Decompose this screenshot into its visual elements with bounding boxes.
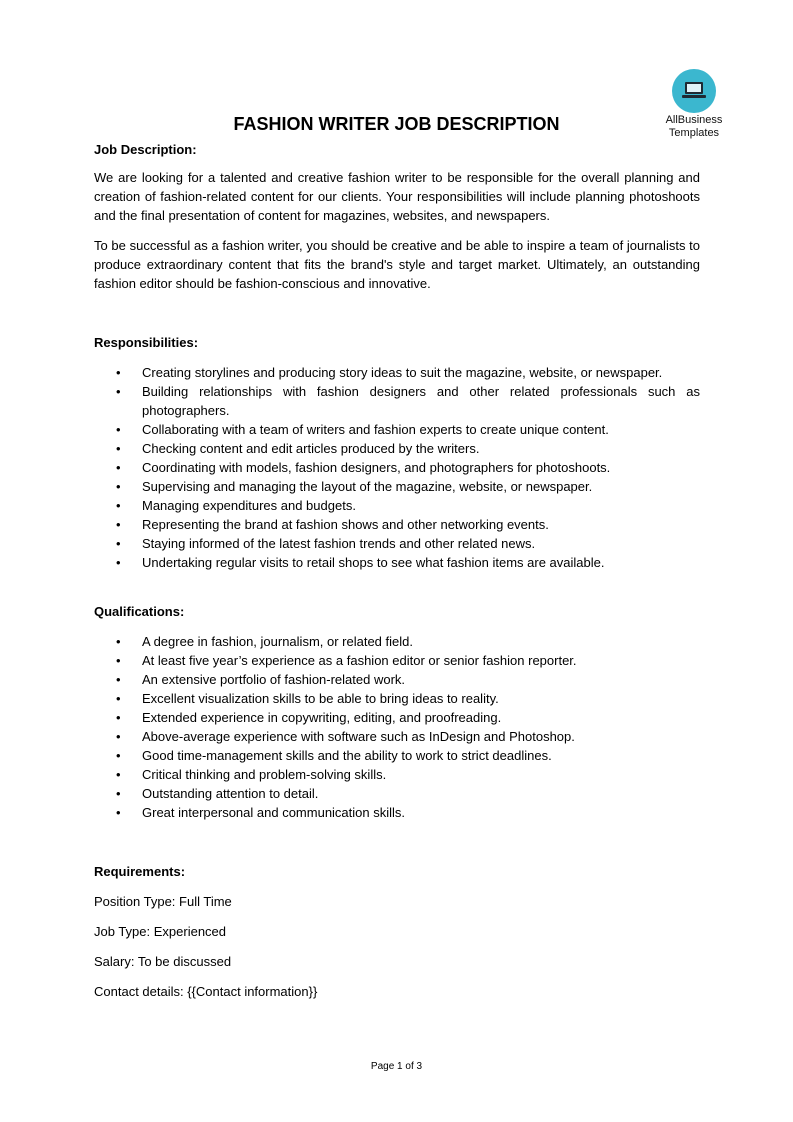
list-item: • Checking content and edit articles produced by the writers. <box>94 439 700 458</box>
list-item: • An extensive portfolio of fashion-related work. <box>94 670 700 689</box>
list-item: • Staying informed of the latest fashion trends and other related news. <box>94 534 700 553</box>
responsibilities-heading: Responsibilities: <box>94 335 199 350</box>
list-item: • Critical thinking and problem-solving skills. <box>94 765 700 784</box>
list-item: • At least five year’s experience as a fashion editor or senior fashion reporter. <box>94 651 700 670</box>
list-item: • Excellent visualization skills to be able to bring ideas to reality. <box>94 689 700 708</box>
list-item: • A degree in fashion, journalism, or related field. <box>94 632 700 651</box>
list-item: • Managing expenditures and budgets. <box>94 496 700 515</box>
qualifications-heading: Qualifications: <box>94 604 185 619</box>
requirement-contact-details: Contact details: {{Contact information}} <box>94 984 318 999</box>
list-item: • Supervising and managing the layout of the magazine, website, or newspaper. <box>94 477 700 496</box>
list-item: • Outstanding attention to detail. <box>94 784 700 803</box>
list-item: • Undertaking regular visits to retail shops to see what fashion items are available. <box>94 553 700 572</box>
list-item: • Creating storylines and producing story ideas to suit the magazine, website, or newspaper. <box>94 363 700 382</box>
requirement-job-type: Job Type: Experienced <box>94 924 227 939</box>
document-body <box>94 140 700 1001</box>
document-title: FASHION WRITER JOB DESCRIPTION <box>233 114 560 134</box>
job-description-paragraph: We are looking for a talented and creative fashion writer to be responsible for the overall planning and creation of fashion-related content for our clients. Your responsibilities will include planning photoshoots and the final presentation of content for magazines, websites, and newspapers. <box>94 170 700 223</box>
page-number: Page 1 of 3 <box>370 1061 423 1072</box>
job-description-heading: Job Description: <box>94 142 197 157</box>
list-item: • Collaborating with a team of writers and fashion experts to create unique content. <box>94 420 700 439</box>
requirements-heading: Requirements: <box>94 864 186 879</box>
list-item: • Building relationships with fashion designers and other related professionals such as photographers. <box>94 382 700 420</box>
requirement-salary: Salary: To be discussed <box>94 954 232 969</box>
logo-text-line1: AllBusiness <box>665 114 723 126</box>
list-item: • Good time-management skills and the ability to work to strict deadlines. <box>94 746 700 765</box>
list-item: • Coordinating with models, fashion designers, and photographers for photoshoots. <box>94 458 700 477</box>
list-item: • Great interpersonal and communication skills. <box>94 803 700 822</box>
logo-badge <box>672 69 716 113</box>
list-item: • Extended experience in copywriting, editing, and proofreading. <box>94 708 700 727</box>
laptop-icon <box>680 81 708 101</box>
list-item: • Representing the brand at fashion shows and other networking events. <box>94 515 700 534</box>
job-description-paragraph: To be successful as a fashion writer, you should be creative and be able to inspire a team of journalists to produce extraordinary content that fits the brand's style and target market. Ultimately, an outstanding fashion editor should be fashion-conscious and innovative. <box>94 238 700 291</box>
qualifications-list <box>94 632 700 822</box>
logo-text-line2: Templates <box>668 127 720 139</box>
list-item: • Above-average experience with software such as InDesign and Photoshop. <box>94 727 700 746</box>
requirement-position-type: Position Type: Full Time <box>94 894 232 909</box>
responsibilities-list <box>94 363 700 572</box>
